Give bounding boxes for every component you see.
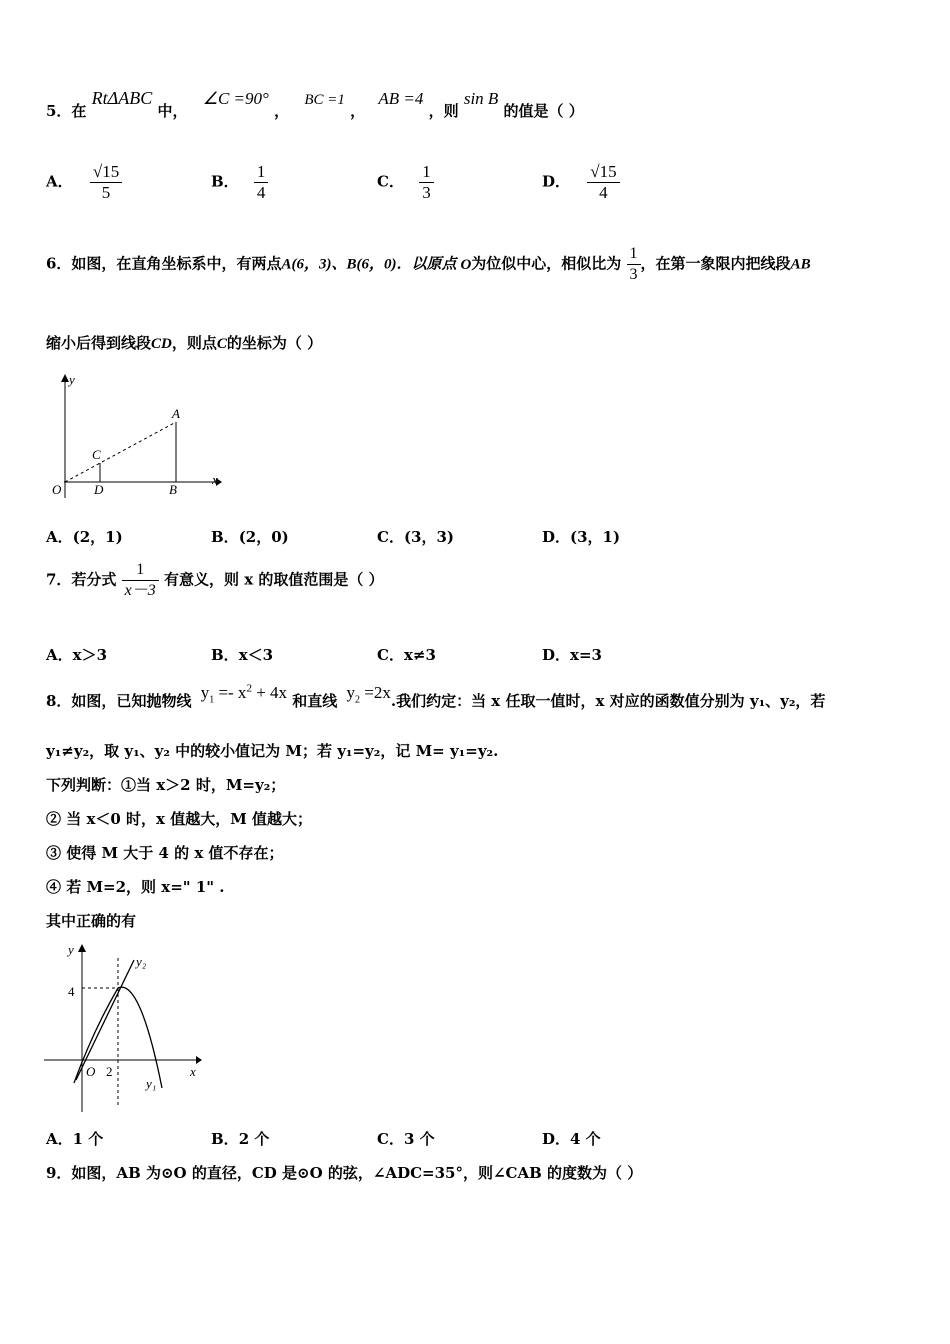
q6-label-o: O [52, 482, 62, 497]
q6-label-x: x [212, 472, 218, 487]
q8-label-y1: y₁ [146, 1076, 157, 1091]
q5-bc: BC =1 [304, 92, 345, 108]
question-6-line-1: 6．如图，在直角坐标系中，有两点A(6，3)、B(6，0)．以原点 O为位似中心，相似比为 $\frac{1}{3}$ ，在第一象限内把线段AB [46, 245, 811, 283]
q6-label-c: C [92, 447, 101, 462]
question-9: 9．如图，AB 为⊙O 的直径，CD 是⊙O 的弦，∠ADC=35°，则∠CAB 的度数为（ ） [46, 1164, 643, 1182]
question-8-line-1: 8．如图，已知抛物线 $y_1 =- x^2 + 4x$ 和直线 $y_2 =2x$.我们约定：当 x 任取一值时，x 对应的函数值分别为 y₁、y₂，若 [46, 682, 826, 710]
q8-option-b[interactable]: B．2 个 [211, 1130, 270, 1148]
q8-option-c[interactable]: C．3 个 [377, 1130, 435, 1148]
q8-option-d[interactable]: D．4 个 [542, 1130, 601, 1148]
q6-option-d[interactable]: D．(3，1) [542, 528, 621, 546]
q8-label-x: x [190, 1064, 196, 1079]
q7-option-b[interactable]: B．x＜3 [211, 646, 274, 664]
q8-line-5: ③ 使得 M 大于 4 的 x 值不存在； [46, 844, 284, 862]
q8-parabola-eq: $y_1 =- x^2 + 4x$ [200, 682, 288, 706]
q5-option-c[interactable]: C． $\frac{1}{3}$ [377, 162, 434, 203]
q8-label-y2: y₂ [136, 954, 147, 969]
question-7: 7．若分式 $\frac{1}{x-3}$ 有意义，则 x 的取值范围是（ ） [46, 561, 384, 599]
q5-sep-1: ， [274, 102, 290, 120]
q8-label-2: 2 [106, 1064, 113, 1079]
q6-label-a: A [172, 406, 180, 421]
q5-angle: ∠C =90° [202, 89, 269, 108]
q8-line-7: 其中正确的有 [46, 912, 137, 930]
q6-y-arrow [61, 374, 69, 382]
q5-option-d[interactable]: D． $\frac{√15}{4}$ [542, 162, 620, 203]
q8-line-eq: $y_2 =2x$ [346, 683, 391, 706]
q8-line-2: y₁≠y₂，取 y₁、y₂ 中的较小值记为 M；若 y₁=y₂，记 M= y₁=y₂. [46, 742, 499, 760]
q8-line-6: ④ 若 M=2，则 x=" 1" . [46, 878, 225, 896]
q6-figure [44, 370, 224, 500]
q8-label-4: 4 [68, 984, 75, 999]
q5-tail: 的值是（ ） [503, 102, 584, 120]
q5-number: 5．在 [46, 102, 87, 120]
q6-option-a[interactable]: A．(2，1) [46, 528, 123, 546]
q8-figure [40, 938, 210, 1116]
q8-y-arrow [78, 944, 86, 952]
q5-ab: AB =4 [378, 89, 424, 108]
q6-option-b[interactable]: B．(2，0) [211, 528, 289, 546]
q8-line-y2 [76, 960, 134, 1080]
q5-option-a[interactable]: A． $\frac{√15}{5}$ [46, 162, 122, 203]
q8-line-4: ② 当 x＜0 时，x 值越大，M 值越大； [46, 810, 313, 828]
q6-label-d: D [94, 482, 104, 497]
q8-line-3: 下列判断：①当 x＞2 时，M=y₂； [46, 776, 286, 794]
q7-option-c[interactable]: C．x≠3 [377, 646, 436, 664]
q5-sep-2: ， [350, 102, 366, 120]
q8-x-arrow [196, 1056, 202, 1064]
q6-label-y: y [69, 372, 75, 387]
q5-ze: ，则 [428, 102, 459, 120]
question-5 [46, 88, 584, 121]
q6-option-c[interactable]: C．(3，3) [377, 528, 455, 546]
q8-label-o: O [86, 1064, 96, 1079]
q7-option-a[interactable]: A．x＞3 [46, 646, 108, 664]
question-6-line-2: 缩小后得到线段CD，则点C的坐标为（ ） [46, 334, 323, 352]
q5-zhong: 中， [157, 102, 188, 120]
q6-dashed-oa [65, 422, 176, 482]
q8-label-y: y [68, 942, 74, 957]
q5-option-b[interactable]: B． $\frac{1}{4}$ [211, 162, 268, 203]
q7-option-d[interactable]: D．x=3 [542, 646, 602, 664]
q8-option-a[interactable]: A．1 个 [46, 1130, 104, 1148]
q6-label-b: B [169, 482, 177, 497]
q5-triangle: RtΔABC [91, 88, 153, 108]
q5-sinb: sin B [463, 89, 499, 108]
